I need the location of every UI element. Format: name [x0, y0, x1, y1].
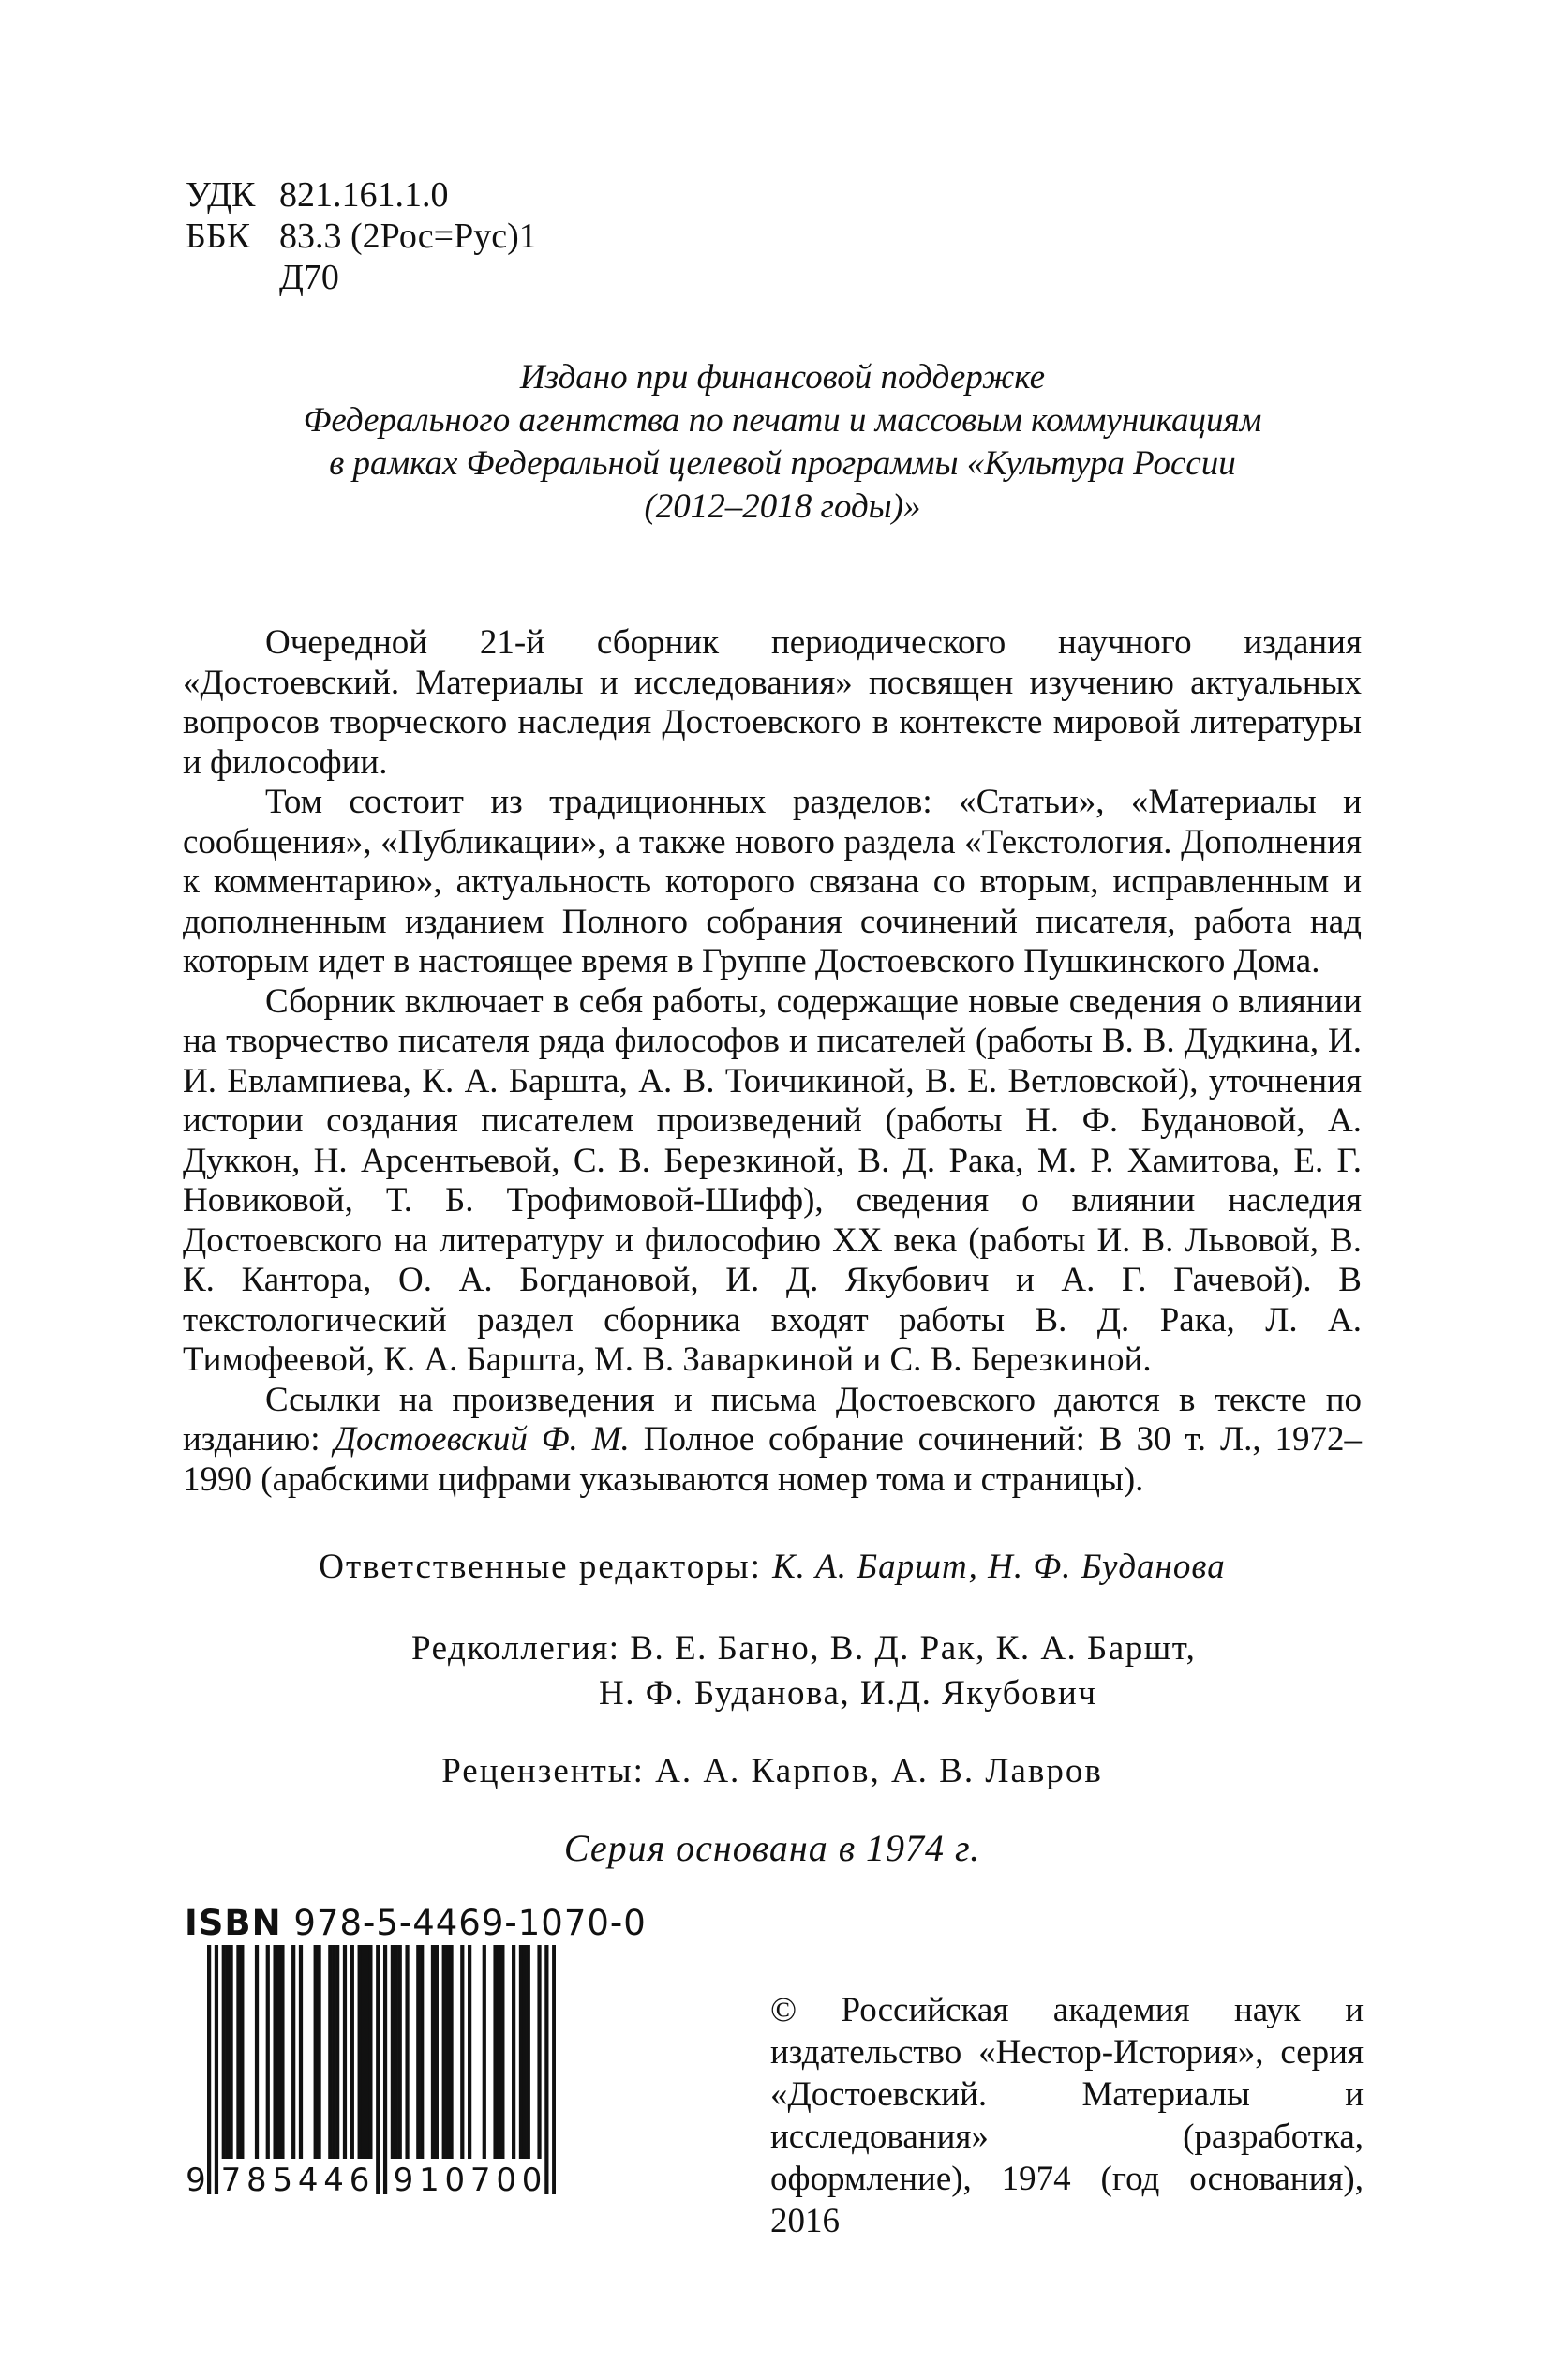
barcode-bar — [273, 1945, 276, 2159]
bbk-label: ББК — [186, 217, 250, 256]
barcode-bar — [446, 1945, 450, 2159]
barcode-bar — [280, 1945, 284, 2159]
barcode-bar — [255, 1945, 259, 2159]
editorial-board — [411, 1626, 1196, 1716]
reference-intro: Ссылки на произведения и письма Достоевского даются в тексте по изданию: — [183, 1380, 1362, 1459]
responsible-editors — [183, 1547, 1362, 1588]
barcode-bar — [222, 1945, 226, 2159]
funding-line: (2012–2018 годы)» — [644, 487, 921, 526]
barcode-bar — [291, 1945, 295, 2159]
reviewers: Рецензенты: А. А. Карпов, А. В. Лавров — [441, 1752, 1103, 1790]
barcode-bar — [420, 1945, 424, 2159]
barcode-digit: 8 — [246, 2162, 267, 2194]
barcode-bar — [276, 1945, 280, 2159]
barcode-digit: 7 — [469, 2162, 491, 2194]
barcode-digit: 4 — [297, 2162, 319, 2194]
barcode-bar — [497, 1945, 500, 2159]
barcode-digit: 5 — [272, 2162, 293, 2194]
barcode-bar — [299, 1945, 303, 2159]
barcode-bar — [442, 1945, 446, 2159]
isbn-prefix: ISBN — [185, 1903, 282, 1943]
isbn-line — [185, 1903, 647, 1943]
annotation-paragraph-2: Том состоит из традиционных разделов: «Статьи», «Материалы и сообщения», «Публикации», а также нового раздела «Текстология. Дополнения к комментарию», актуальность которого связана со вторым, исправленным и дополненным изданием Полного собрания сочинений писателя, работа над которым идет в настоящее время в Группе Достоевского Пушкинского Дома. — [183, 783, 1362, 980]
bbk-row — [186, 216, 537, 257]
barcode-bar — [431, 1945, 435, 2159]
copyright-notice: © Российская академия наук и издательство «Нестор-История», серия «Достоевский. Материалы и исследования» (разработка, оформление), 1974 (год основания), 2016 — [770, 1991, 1364, 2240]
barcode-bar — [519, 1945, 523, 2159]
barcode-digit: 9 — [186, 2162, 206, 2194]
barcode-bar — [405, 1945, 409, 2159]
isbn-number: 978-5-4469-1070-0 — [293, 1903, 647, 1943]
funding-line: Федерального агентства по печати и массовым коммуникациям — [303, 401, 1262, 440]
isbn-barcode — [185, 1945, 556, 2194]
barcode-bar — [416, 1945, 420, 2159]
barcode-bar — [544, 1945, 548, 2194]
barcode-digit: 7 — [220, 2162, 242, 2194]
barcode-bar — [358, 1945, 362, 2159]
barcode-bar — [435, 1945, 439, 2159]
barcode-bar — [512, 1945, 515, 2159]
barcode-bar — [335, 1945, 339, 2159]
annotation — [183, 623, 1362, 1500]
reference-author: Достоевский Ф. М. — [334, 1420, 630, 1459]
barcode-bar — [343, 1945, 347, 2159]
udk-label: УДК — [186, 175, 256, 215]
annotation-paragraph-4 — [183, 1381, 1362, 1501]
barcode-bar — [460, 1945, 464, 2159]
barcode-bar — [368, 1945, 372, 2159]
barcode-bar — [391, 1945, 395, 2159]
annotation-paragraph-3: Сборник включает в себя работы, содержащие новые сведения о влиянии на творчество писателя ряда философов и писателей (работы В. В. Дудкина, И. И. Евлампиева, К. А. Баршта, А. В. Тоичикиной, В. Е. Ветловской), уточнения истории создания писателем произведений (работы Н. Ф. Будановой, А. Дуккон, Н. Арсентьевой, С. В. Березкиной, В. Д. Рака, М. Р. Хамитова, Е. Г. Новиковой, Т. Б. Трофимовой-Шифф), сведения о влиянии наследия Достоевского на литературу и философию XX века (работы И. В. Львовой, В. К. Кантора, О. А. Богдановой, И. Д. Якубович и А. Г. Гачевой). В текстологический раздел сборника входят работы В. Д. Рака, Л. А. Тимофеевой, К. А. Баршта, М. В. Заваркиной и С. В. Березкиной. — [183, 981, 1362, 1379]
barcode-bar — [207, 1945, 211, 2194]
barcode-bar — [361, 1945, 365, 2159]
barcode-digit: 0 — [521, 2162, 543, 2194]
board-line-2: Н. Ф. Буданова, И.Д. Якубович — [599, 1674, 1097, 1713]
barcode-bar — [537, 1945, 541, 2159]
barcode-bar — [493, 1945, 497, 2159]
board-line-1: Редколлегия: В. Е. Багно, В. Д. Рак, К. А. Баршт, — [411, 1629, 1197, 1668]
barcode-digit: 9 — [393, 2162, 414, 2194]
udk-value: 821.161.1.0 — [279, 175, 449, 215]
series-founded: Серия основана в 1974 г. — [563, 1827, 981, 1869]
barcode-bar — [236, 1945, 240, 2159]
barcode-bars — [207, 1945, 556, 2194]
barcode-digit: 0 — [444, 2162, 466, 2194]
barcode-bar — [449, 1945, 453, 2159]
barcode-digit: 4 — [323, 2162, 344, 2194]
reference-rest: Полное собрание сочинений: В 30 т. Л., 1972–1990 (арабскими цифрами указываются номер тома и страницы). — [183, 1420, 1362, 1499]
barcode-bar — [314, 1945, 318, 2159]
classification-block — [186, 174, 537, 298]
barcode-bar — [317, 1945, 320, 2159]
editors-label: Ответственные редакторы: — [319, 1548, 762, 1586]
funding-notice — [206, 356, 1359, 529]
barcode-bar — [523, 1945, 527, 2159]
barcode-digit: 1 — [419, 2162, 440, 2194]
barcode-bar — [226, 1945, 230, 2159]
barcode-bar — [365, 1945, 368, 2159]
barcode-digits — [186, 2162, 542, 2194]
barcode-bar — [500, 1945, 504, 2159]
barcode-bar — [395, 1945, 398, 2159]
funding-line: Издано при финансовой поддержке — [519, 358, 1046, 397]
barcode-bar — [229, 1945, 232, 2159]
barcode-bar — [266, 1945, 270, 2159]
barcode-bar — [527, 1945, 530, 2159]
annotation-paragraph-1: Очередной 21-й сборник периодического научного издания «Достоевский. Материалы и исследования» посвящен изучению актуальных вопросов творческого наследия Достоевского в контексте мировой литературы и философии. — [183, 623, 1362, 782]
barcode-digit: 6 — [349, 2162, 370, 2194]
funding-line: в рамках Федеральной целевой программы «Культура России — [329, 444, 1236, 483]
barcode-bar — [240, 1945, 244, 2159]
barcode-bar — [350, 1945, 354, 2159]
author-mark: Д70 — [279, 258, 339, 297]
editors-names: К. А. Баршт, Н. Ф. Буданова — [772, 1548, 1226, 1586]
barcode-bar — [552, 1945, 556, 2194]
barcode-bar — [328, 1945, 332, 2159]
barcode-digit: 0 — [496, 2162, 516, 2194]
barcode-bar — [468, 1945, 471, 2159]
barcode-bar — [483, 1945, 486, 2159]
author-mark-row — [186, 257, 537, 298]
barcode-bar — [383, 1945, 387, 2194]
udk-row — [186, 174, 537, 216]
barcode-bar — [398, 1945, 402, 2159]
bbk-value: 83.3 (2Рос=Рус)1 — [279, 217, 537, 256]
barcode-bar — [332, 1945, 335, 2159]
barcode-bar — [215, 1945, 218, 2194]
barcode-bar — [376, 1945, 380, 2194]
